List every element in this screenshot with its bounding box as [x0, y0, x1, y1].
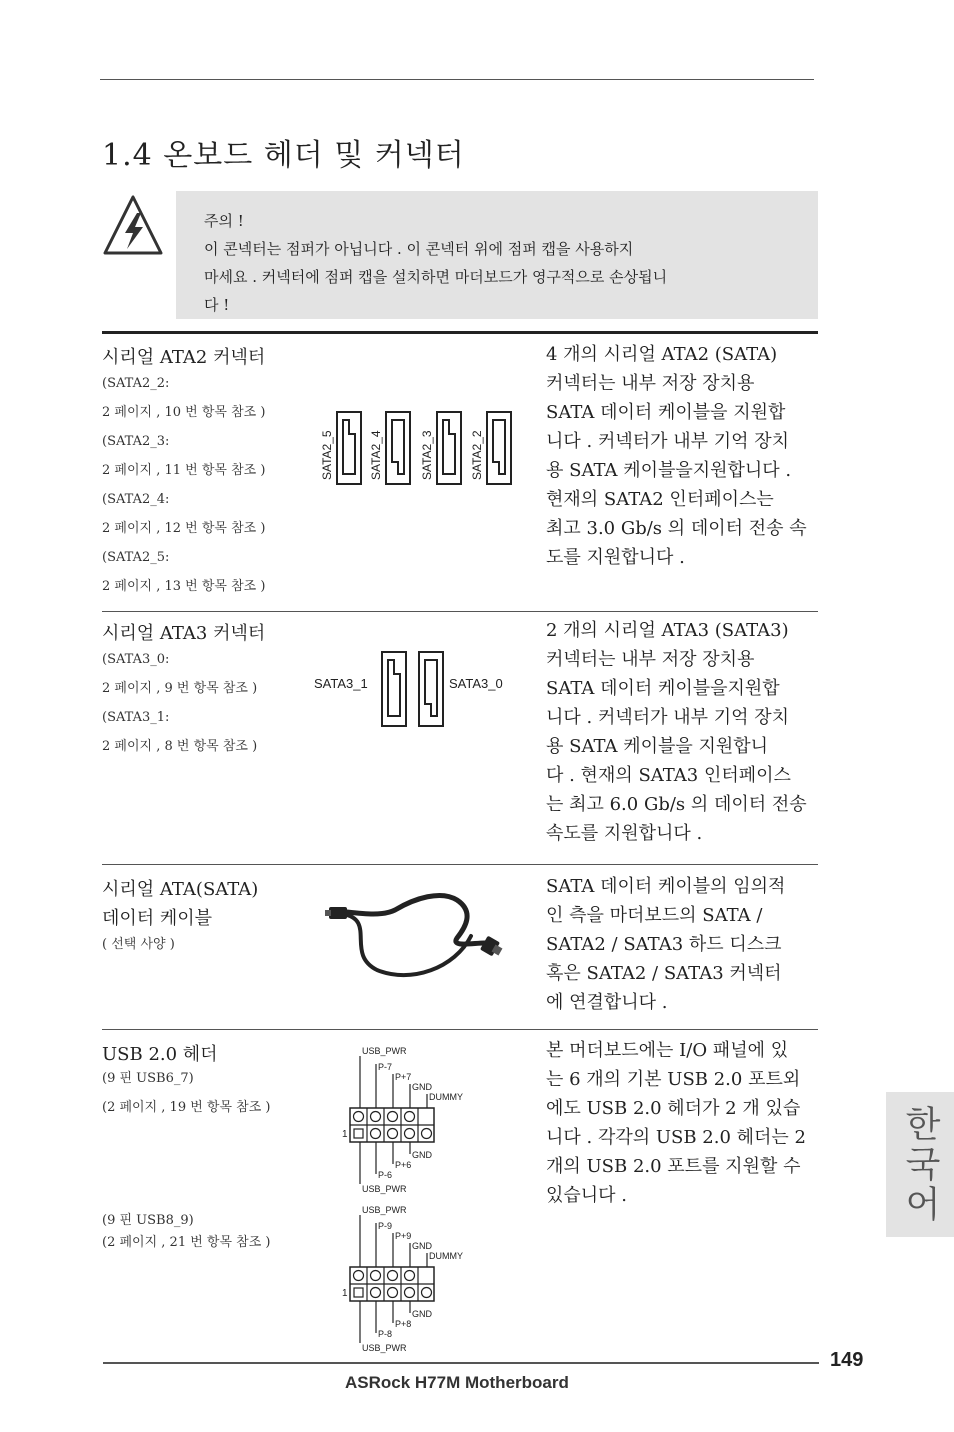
- usb-heading: USB 2.0 헤더: [102, 1044, 218, 1065]
- description-line: 용 SATA 케이블을 지원합니: [546, 736, 769, 757]
- reference-line: (SATA2_2:: [102, 376, 170, 391]
- reference-line: 2 페이지 , 13 번 항목 참조 ): [102, 579, 266, 594]
- caution-line: 마세요 . 커넥터에 점퍼 캡을 설치하면 마더보드가 영구적으로 손상됩니: [204, 268, 668, 286]
- section-divider: [102, 611, 818, 612]
- description-line: 최고 3.0 Gb/s 의 데이터 전송 속: [546, 518, 807, 539]
- description-line: 혹은 SATA2 / SATA3 커넥터: [546, 963, 782, 984]
- description-line: SATA 데이터 케이블을 지원합: [546, 402, 786, 423]
- sata3-description: [546, 616, 807, 848]
- description-line: SATA 데이터 케이블의 임의적: [546, 876, 786, 897]
- cable-heading-line: 데이터 케이블: [102, 908, 213, 929]
- page-number: 149: [830, 1349, 864, 1371]
- reference-line: (SATA3_0:: [102, 652, 170, 667]
- sata3-port: [382, 652, 406, 726]
- description-line: 니다 . 각각의 USB 2.0 헤더는 2: [546, 1127, 806, 1148]
- sata2-heading: 시리얼 ATA2 커넥터: [102, 347, 266, 368]
- section-divider: [102, 1029, 818, 1030]
- pin-label: DUMMY: [429, 1251, 463, 1261]
- port-label: SATA2_3: [420, 430, 434, 480]
- sata2-port: [470, 412, 511, 484]
- sata-cable-image: [325, 884, 515, 988]
- reference-line: 2 페이지 , 8 번 항목 참조 ): [102, 739, 258, 754]
- reference-line: (SATA2_3:: [102, 434, 170, 449]
- pin-label: P-7: [378, 1062, 393, 1072]
- footer-rule: [103, 1362, 819, 1364]
- sata2-port: [369, 412, 410, 484]
- caution-heading: 주의 !: [204, 212, 244, 230]
- top-rule: [100, 79, 814, 80]
- usb-header-diagram: [338, 1044, 478, 1196]
- description-line: 에도 USB 2.0 헤더가 2 개 있습: [546, 1098, 801, 1119]
- reference-line: (SATA3_1:: [102, 710, 170, 725]
- language-tab: [886, 1092, 954, 1237]
- pin-label: DUMMY: [429, 1092, 463, 1102]
- sata2-description: [546, 340, 807, 572]
- usb-reference: (2 페이지 , 21 번 항목 참조 ): [102, 1235, 271, 1250]
- usb-reference: (9 핀 USB8_9): [102, 1213, 194, 1228]
- pin-label: USB_PWR: [362, 1205, 407, 1215]
- reference-line: (SATA2_4:: [102, 492, 170, 507]
- description-line: 인 측을 마더보드의 SATA /: [546, 905, 763, 926]
- sata2-port: [320, 412, 361, 484]
- description-line: 현재의 SATA2 인터페이스는: [546, 489, 774, 510]
- description-line: 4 개의 시리얼 ATA2 (SATA): [546, 344, 778, 365]
- port-label: SATA2_5: [320, 430, 334, 480]
- caution-line: 다 !: [204, 296, 230, 314]
- description-line: 용 SATA 케이블을지원합니다 .: [546, 460, 792, 481]
- cable-optional-note: ( 선택 사양 ): [102, 937, 175, 952]
- description-line: 있습니다 .: [546, 1185, 627, 1206]
- pin-label: P-9: [378, 1221, 393, 1231]
- sata2-connectors-diagram: [316, 408, 520, 488]
- cable-description: [546, 872, 785, 1017]
- sata3-port: [419, 652, 443, 726]
- description-line: SATA2 / SATA3 하드 디스크: [546, 934, 782, 955]
- usb-header-diagram: [338, 1203, 478, 1355]
- pin-label: P-6: [378, 1170, 393, 1180]
- cable-heading-line: 시리얼 ATA(SATA): [102, 879, 259, 900]
- description-line: SATA 데이터 케이블을지원합: [546, 678, 780, 699]
- language-tab-label: 한국어: [899, 1104, 941, 1225]
- caution-box: [176, 191, 818, 319]
- pin-one-label: 1: [342, 1288, 348, 1299]
- sata3-references: [102, 645, 257, 761]
- description-line: 니다 . 커넥터가 내부 기억 장치: [546, 707, 789, 728]
- pin-label: P+8: [395, 1319, 412, 1329]
- description-line: 개의 USB 2.0 포트를 지원할 수: [546, 1156, 801, 1177]
- sata3-connectors-diagram: [312, 648, 512, 730]
- usb-description: [546, 1036, 806, 1210]
- pin-label: USB_PWR: [362, 1343, 407, 1353]
- caution-line: 이 콘넥터는 점퍼가 아닙니다 . 이 콘넥터 위에 점퍼 캡을 사용하지: [204, 240, 634, 258]
- pin-label: USB_PWR: [362, 1046, 407, 1056]
- usb-reference: (9 핀 USB6_7): [102, 1071, 194, 1086]
- description-line: 본 머더보드에는 I/O 패널에 있: [546, 1040, 789, 1061]
- description-line: 커넥터는 내부 저장 장치용: [546, 649, 755, 670]
- port-label: SATA2_2: [470, 430, 484, 480]
- port-label: SATA3_0: [449, 676, 503, 691]
- sata2-references: [102, 369, 265, 601]
- pin-label: GND: [412, 1241, 432, 1251]
- description-line: 커넥터는 내부 저장 장치용: [546, 373, 755, 394]
- description-line: 속도를 지원합니다 .: [546, 823, 703, 844]
- reference-line: 2 페이지 , 10 번 항목 참조 ): [102, 405, 266, 420]
- cable-heading: [102, 875, 258, 933]
- pin-label: GND: [412, 1309, 432, 1319]
- pin-one-label: 1: [342, 1129, 348, 1140]
- section-divider: [102, 331, 818, 334]
- sata2-port: [420, 412, 461, 484]
- reference-line: (SATA2_5:: [102, 550, 170, 565]
- pin-label: P+7: [395, 1072, 412, 1082]
- pin-label: USB_PWR: [362, 1184, 407, 1194]
- pin-label: GND: [412, 1082, 432, 1092]
- reference-line: 2 페이지 , 9 번 항목 참조 ): [102, 681, 258, 696]
- description-line: 는 최고 6.0 Gb/s 의 데이터 전송: [546, 794, 807, 815]
- pin-label: P+6: [395, 1160, 412, 1170]
- pin-label: GND: [412, 1150, 432, 1160]
- description-line: 니다 . 커넥터가 내부 기억 장치: [546, 431, 789, 452]
- description-line: 다 . 현재의 SATA3 인터페이스: [546, 765, 791, 786]
- sata3-heading: 시리얼 ATA3 커넥터: [102, 623, 266, 644]
- description-line: 2 개의 시리얼 ATA3 (SATA3): [546, 620, 789, 641]
- description-line: 도를 지원합니다 .: [546, 547, 685, 568]
- footer-brand: ASRock H77M Motherboard: [345, 1373, 569, 1392]
- description-line: 에 연결합니다 .: [546, 992, 668, 1013]
- pin-label: P-8: [378, 1329, 393, 1339]
- section-divider: [102, 864, 818, 865]
- warning-icon: [101, 193, 165, 261]
- reference-line: 2 페이지 , 12 번 항목 참조 ): [102, 521, 266, 536]
- port-label: SATA3_1: [314, 676, 368, 691]
- page-title: 1.4 온보드 헤더 및 커넥터: [102, 138, 465, 173]
- description-line: 는 6 개의 기본 USB 2.0 포트외: [546, 1069, 801, 1090]
- pin-label: P+9: [395, 1231, 412, 1241]
- reference-line: 2 페이지 , 11 번 항목 참조 ): [102, 463, 266, 478]
- port-label: SATA2_4: [369, 430, 383, 480]
- usb-reference: (2 페이지 , 19 번 항목 참조 ): [102, 1100, 271, 1115]
